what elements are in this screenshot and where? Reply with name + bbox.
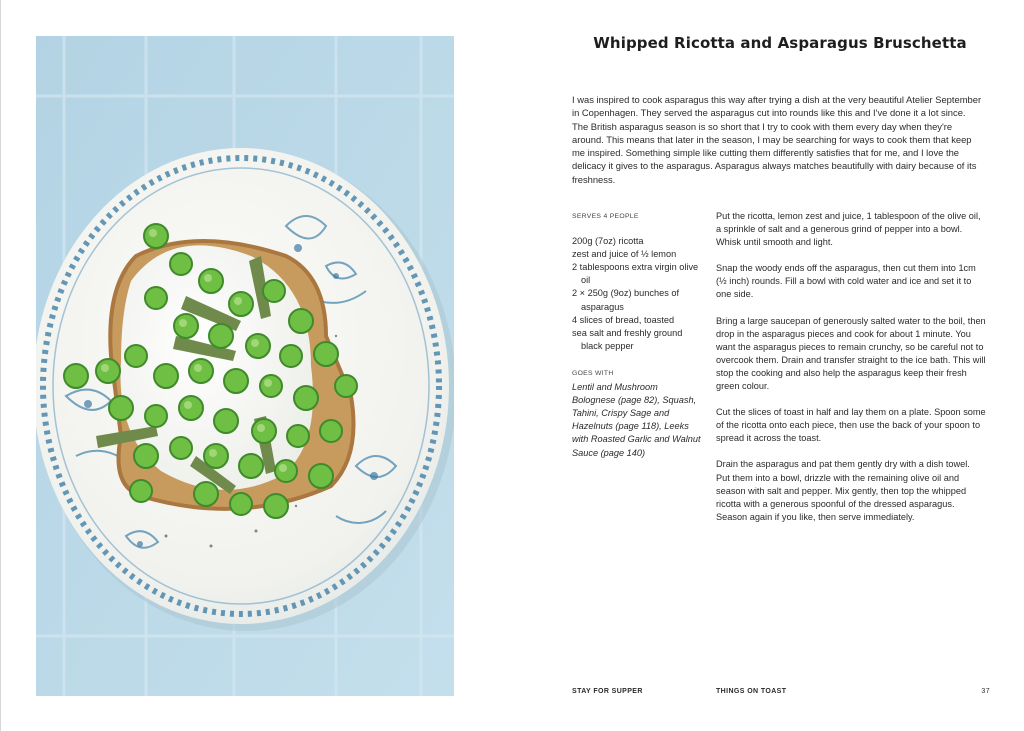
method-step: Drain the asparagus and pat them gently dry with a dish towel. Put them into a bowl, drizzle with the remaining olive oil and season with salt and pepper. Mix gently, then top the whipped ricotta with a generous spoonful of the dressed asparagus. Season again if you like, then serve immediately. <box>716 459 970 522</box>
method-step: Snap the woody ends off the asparagus, then cut them into 1cm (½ inch) rounds. Fill a bowl with cold water and ice and set it to one side. <box>716 263 976 300</box>
footer-book-title: STAY FOR SUPPER <box>572 688 643 695</box>
ingredient-list <box>572 235 702 353</box>
method-step: Put the ricotta, lemon zest and juice, 1 tablespoon of the olive oil, a sprinkle of salt and a generous grind of pepper into a bowl. Whisk until smooth and light. <box>716 211 981 248</box>
recipe-title: Whipped Ricotta and Asparagus Bruschetta <box>593 34 967 52</box>
page-edge <box>0 0 1 731</box>
goes-with-text: Lentil and Mushroom Bolognese (page 82), Squash, Tahini, Crispy Sage and Hazelnuts (page 118), Leeks with Roasted Garlic and Walnut Sauce (page 140) <box>572 382 701 458</box>
serves-label: SERVES 4 PEOPLE <box>572 213 639 220</box>
goes-with-heading: GOES WITH <box>572 369 614 377</box>
recipe-intro: I was inspired to cook asparagus this way after trying a dish at the very beautiful Atelier September in Copenhagen. They served the asparagus cut into rounds like this and I've done it a lot since. The British asparagus season is so short that I try to cook with them every day when they're around. This means that later in the season, I may be searching for ways to cook them that keep me inspired. Something simple like cutting them differently satisfies that for me, and I love the delicacy it gives to the asparagus. Asparagus always matches beautifully with dairy because of its freshness. <box>572 94 982 185</box>
ingredient-item: zest and juice of ½ lemon <box>572 249 677 260</box>
method-step: Bring a large saucepan of generously salted water to the boil, then drop in the asparagus pieces and cook for about 1 minute. You want the asparagus pieces to remain crunchy, so be careful not to overcook them. Drain and transfer straight to the ice bath. This will stop the cooking and also help the asparagus keep their fresh green colour. <box>716 315 986 392</box>
recipe-photo <box>36 36 454 696</box>
ingredient-item: 200g (7oz) ricotta <box>572 236 644 247</box>
ingredients-column <box>572 210 702 460</box>
ingredient-item: 2 tablespoons extra virgin olive oil <box>572 262 699 286</box>
ingredient-item: 2 × 250g (9oz) bunches of asparagus <box>572 288 680 312</box>
ingredient-item: 4 slices of bread, toasted <box>572 314 675 325</box>
ingredient-item: sea salt and freshly ground black pepper <box>572 327 683 351</box>
page-number: 37 <box>981 688 990 695</box>
method-column <box>716 210 986 537</box>
footer-chapter: THINGS ON TOAST <box>716 688 787 695</box>
method-step: Cut the slices of toast in half and lay them on a plate. Spoon some of the ricotta onto each piece, then use the back of your spoon to spread it across the toast. <box>716 407 986 444</box>
